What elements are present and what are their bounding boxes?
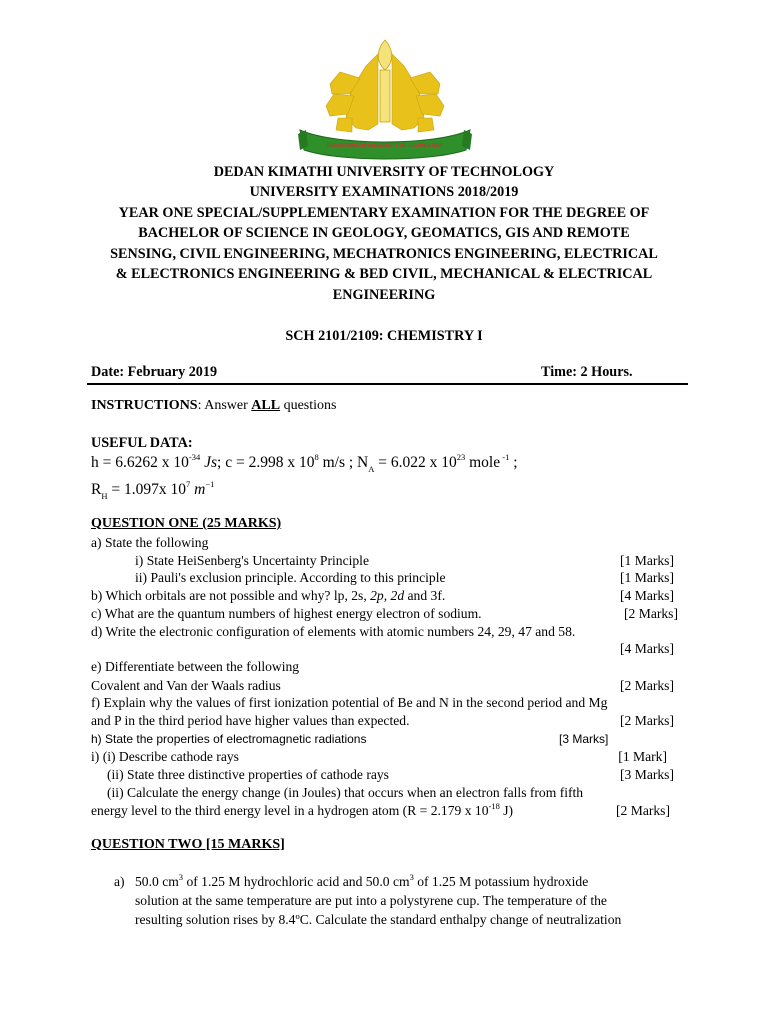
instructions-all: ALL bbox=[251, 398, 281, 413]
degree-line-5: ENGINEERING bbox=[332, 287, 436, 303]
useful-data-constants: h = 6.6262 x $10^{-34}$ Js; c = 2.998 x $10^8$ m/s ; $N_A = 6.022$ x $10^{23}$ mole $^{-1}$ ; bbox=[91, 452, 518, 474]
university-logo bbox=[296, 34, 474, 164]
q1-i-ii-marks: [3 Marks] bbox=[620, 767, 674, 782]
q1-d: d) Write the electronic configuration of elements with atomic numbers 24, 29, 47 and 58. bbox=[91, 624, 576, 639]
q1-e-i: Covalent and Van der Waals radius bbox=[91, 678, 281, 693]
exam-date: Date: February 2019 bbox=[91, 364, 218, 380]
q2-a-line2: solution at the same temperature are put into a polystyrene cup. The temperature of the bbox=[135, 893, 607, 908]
q1-f-marks: [2 Marks] bbox=[620, 713, 674, 728]
degree-line-1: YEAR ONE SPECIAL/SUPPLEMENTARY EXAMINATION FOR THE DEGREE OF bbox=[118, 205, 650, 221]
degree-line-2: BACHELOR OF SCIENCE IN GEOLOGY, GEOMATICS, GIS AND REMOTE bbox=[138, 225, 630, 241]
q1-i-iii-line1: (ii) Calculate the energy change (in Joules) that occurs when an electron falls from fifth bbox=[107, 785, 584, 800]
q1-f-line2: and P in the third period have higher values than expected. bbox=[91, 713, 410, 728]
q1-i-ii: (ii) State three distinctive properties of cathode rays bbox=[107, 767, 389, 782]
q1-i-i: i) (i) Describe cathode rays bbox=[91, 749, 239, 764]
q1-h: h) State the properties of electromagnetic radiations bbox=[91, 732, 367, 746]
q1-a-i: i) State HeiSenberg's Uncertainty Principle bbox=[135, 553, 369, 568]
exam-session: UNIVERSITY EXAMINATIONS 2018/2019 bbox=[249, 184, 519, 200]
q1-h-marks: [3 Marks] bbox=[559, 732, 609, 746]
q1-e: e) Differentiate between the following bbox=[91, 659, 300, 674]
university-name: DEDAN KIMATHI UNIVERSITY OF TECHNOLOGY bbox=[213, 164, 555, 180]
q1-d-marks: [4 Marks] bbox=[620, 641, 674, 656]
q1-f-line1: f) Explain why the values of first ionization potential of Be and N in the second period and Mg bbox=[91, 695, 608, 710]
q2-a-line3: resulting solution rises by 8.4ºC. Calculate the standard enthalpy change of neutralization bbox=[135, 912, 622, 927]
q2-a-line1: 50.0 $cm^3$ of 1.25 M hydrochloric acid and 50.0 $cm^3$ of 1.25 M potassium hydroxide bbox=[135, 872, 589, 889]
instructions: INSTRUCTIONS: Answer ALL questions bbox=[91, 398, 337, 413]
q1-a-i-marks: [1 Marks] bbox=[620, 553, 674, 568]
q1-a-ii-marks: [1 Marks] bbox=[620, 570, 674, 585]
q1-b: b) Which orbitals are not possible and why? lp, 2s, 2p, 2d and 3f. bbox=[91, 588, 446, 603]
q1-i-iii-marks: [2 Marks] bbox=[616, 803, 670, 818]
q1-c: c) What are the quantum numbers of highest energy electron of sodium. bbox=[91, 606, 482, 621]
q1-i-i-marks: [1 Mark] bbox=[618, 749, 667, 764]
useful-data-rydberg: $R_H = 1.097x$ $10^7$ $m^{-1}$ bbox=[91, 479, 215, 501]
q2-a-label: a) bbox=[114, 874, 125, 889]
header-rule bbox=[87, 383, 688, 385]
exam-time: Time: 2 Hours. bbox=[541, 364, 633, 380]
q1-title: QUESTION ONE (25 MARKS) bbox=[91, 516, 282, 531]
degree-line-3: SENSING, CIVIL ENGINEERING, MECHATRONICS ENGINEERING, ELECTRICAL bbox=[110, 246, 658, 262]
degree-line-4: & ELECTRONICS ENGINEERING & BED CIVIL, MECHANICAL & ELECTRICAL bbox=[115, 266, 653, 282]
logo-banner-text: DEDAN KIMATHI UNIVERSITY OF TECHNOLOGY bbox=[327, 143, 443, 149]
q1-b-marks: [4 Marks] bbox=[620, 588, 674, 603]
q1-a-ii: ii) Pauli's exclusion principle. According to this principle bbox=[135, 570, 446, 585]
q2-title: QUESTION TWO [15 MARKS] bbox=[91, 837, 285, 852]
q1-c-marks: [2 Marks] bbox=[624, 606, 678, 621]
q1-a: a) State the following bbox=[91, 535, 209, 550]
course-code: SCH 2101/2109: CHEMISTRY I bbox=[285, 328, 483, 344]
logo-emblem bbox=[296, 34, 474, 164]
useful-data-label: USEFUL DATA: bbox=[91, 435, 193, 451]
q1-i-iii-line2: energy level to the third energy level in a hydrogen atom (R = 2.179 x $10^{-18}$ J) bbox=[91, 801, 514, 818]
instructions-label: INSTRUCTIONS bbox=[91, 398, 198, 413]
q1-e-marks: [2 Marks] bbox=[620, 678, 674, 693]
